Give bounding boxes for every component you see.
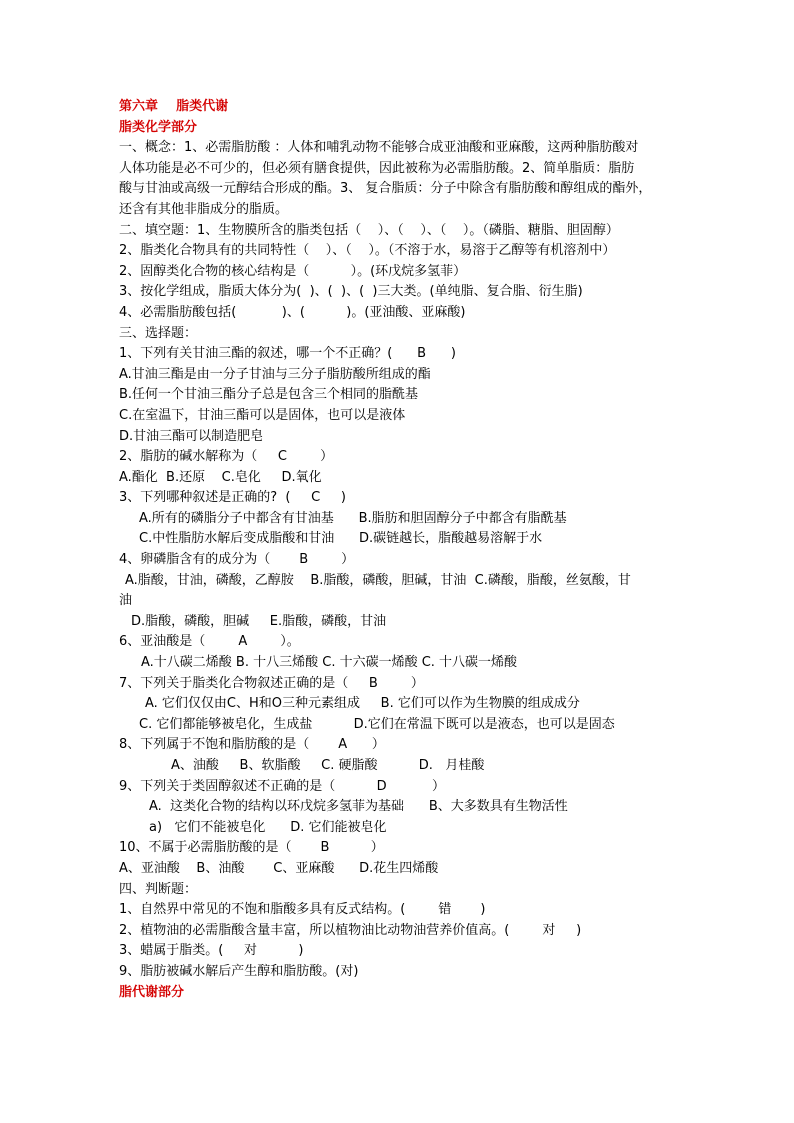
choice-line: A. 这类化合物的结构以环戊烷多氢菲为基础 B、大多数具有生物活性 [149,799,568,815]
section-title-lipid-metabolism: 脂代谢部分 [119,984,185,1000]
choice-line: A.十八碳二烯酸 B. 十八三烯酸 C. 十六碳一烯酸 C. 十八碳一烯酸 [141,655,518,671]
choice-line: C.在室温下，甘油三酯可以是固体，也可以是液体 [119,407,406,423]
choice-line: 1、下列有关甘油三酯的叙述，哪一个不正确？( B ) [119,346,456,362]
concept-line: 酸与甘油或高级一元醇结合形成的酯。3、 复合脂质：分子中除含有脂肪酸和醇组成的酯外， [119,181,652,197]
fill-blank-line: 2、脂类化合物具有的共同特性（ ）、（ ）。（不溶于水，易溶于乙醇等有机溶剂中） [119,243,616,259]
choice-line: 9、下列关于类固醇叙述不正确的是（ D ） [119,778,446,794]
choice-line: 6、亚油酸是（ A ）。 [119,634,300,650]
concept-line: 一、概念：1、必需脂肪酸 ：人体和哺乳动物不能够合成亚油酸和亚麻酸，这两种脂肪酸对 [119,140,639,156]
choice-line: A、油酸 B、软脂酸 C. 硬脂酸 D. 月桂酸 [171,758,485,773]
concept-line: 还含有其他非脂成分的脂质。 [119,201,289,217]
choice-line: 4、卵磷脂含有的成分为（ B ） [119,552,355,568]
fill-blank-line: 4、必需脂肪酸包括( )、( )。(亚油酸、亚麻酸) [119,304,466,320]
choice-line: A.酯化 B.还原 C.皂化 D.氧化 [119,469,322,485]
choice-line: 3、下列哪种叙述是正确的? ( C ) [119,490,346,506]
choice-line: C.中性脂肪水解后变成脂酸和甘油 D.碳链越长，脂酸越易溶解于水 [139,531,543,547]
judge-line: 3、蜡属于脂类。( 对 ) [119,943,304,959]
choice-line: D.甘油三酯可以制造肥皂 [119,428,264,444]
choice-line: A.所有的磷脂分子中都含有甘油基 B.脂肪和胆固醇分子中都含有脂酰基 [139,510,567,526]
fill-blank-block [119,221,704,324]
concept-line: 人体功能是必不可少的，但必须有膳食提供，因此被称为必需脂肪酸。2、简单脂质：脂肪 [119,160,635,176]
choice-line: 7、下列关于脂类化合物叙述正确的是（ B ） [119,675,424,691]
choice-line: A.甘油三酯是由一分子甘油与三分子脂肪酸所组成的酯 [119,366,431,382]
choice-block [119,344,704,879]
fill-blank-line: 2、固醇类化合物的核心结构是（ ）。(环戊烷多氢菲） [119,263,467,279]
choice-line: B.任何一个甘油三酯分子总是包含三个相同的脂酰基 [119,387,419,403]
choice-line: 2、脂肪的碱水解称为（ C ） [119,449,334,465]
concepts-block [119,138,704,220]
section-title-lipid-chemistry: 脂类化学部分 [119,119,198,135]
document-page [119,97,704,1003]
choice-line: A. 它们仅仅由C、H和O三种元素组成 B. 它们可以作为生物膜的组成成分 [145,696,580,712]
choice-header: 三、选择题： [119,325,198,341]
fill-blank-line: 二、填空题：1、生物膜所含的脂类包括（ ）、（ ）、（ ）。（磷脂、糖脂、胆固醇） [119,222,619,238]
fill-blank-line: 3、按化学组成，脂质大体分为( )、( )、( )三大类。(单纯脂、复合脂、衍生脂) [119,284,583,300]
choice-line: a) 它们不能被皂化 D. 它们能被皂化 [149,819,387,835]
judge-line: 1、自然界中常见的不饱和脂酸多具有反式结构。( 错 ) [119,902,486,918]
choice-line: 油 [119,593,133,609]
judge-line: 2、植物油的必需脂酸含量丰富，所以植物油比动物油营养价值高。( 对 ) [119,922,582,938]
choice-line: 8、下列属于不饱和脂肪酸的是（ A ） [119,737,385,753]
choice-line: C. 它们都能够被皂化，生成盐 D.它们在常温下既可以是液态，也可以是固态 [139,716,615,732]
choice-line: 10、不属于必需脂肪酸的是（ B ） [119,840,384,856]
judge-block [119,900,704,982]
judge-header: 四、判断题： [119,881,198,897]
judge-line: 9、脂肪被碱水解后产生醇和脂肪酸。(对) [119,963,359,979]
choice-line: A、亚油酸 B、油酸 C、亚麻酸 D.花生四烯酸 [119,860,439,876]
chapter-title: 第六章 脂类代谢 [119,99,229,114]
choice-line: D.脂酸，磷酸，胆碱 E.脂酸，磷酸，甘油 [131,613,387,629]
choice-line: A.脂酸，甘油，磷酸，乙醇胺 B.脂酸，磷酸，胆碱，甘油 C.磷酸，脂酸，丝氨酸，甘 [125,572,631,588]
